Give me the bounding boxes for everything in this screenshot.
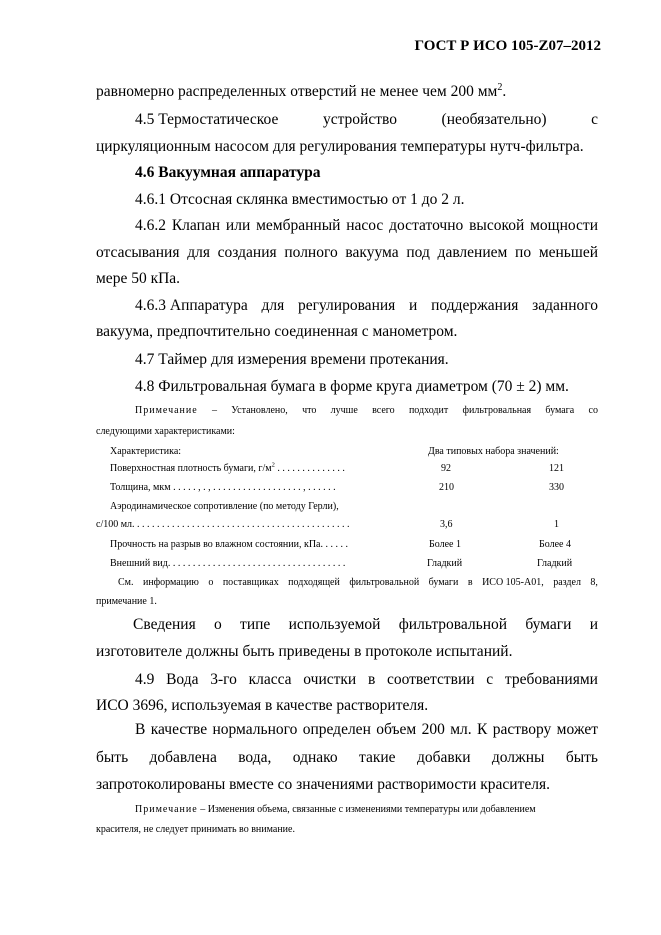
clause-4-7: 4.7 Таймер для измерения времени протекания. xyxy=(135,351,449,368)
table-cell: 121 xyxy=(549,463,564,474)
table-header-characteristic: Характеристика: xyxy=(110,446,182,457)
info-paragraph-line2: изготовителе должны быть приведены в протоколе испытаний. xyxy=(96,643,513,660)
table-row-label: Внешний вид. . . . . . . . . . . . . . . . . . . . . . . . . . . . . . . . . . . . xyxy=(110,558,346,569)
clause-4-6-2-line2: отсасывания для создания полного вакуума под давлением по меньшей xyxy=(96,244,598,261)
clause-4-5-line2: циркуляционным насосом для регулирования температуры нутч-фильтра. xyxy=(96,138,584,155)
table-row-label: Поверхностная плотность бумаги, $г/м^2$ . . . . . . . . . . . . . . xyxy=(110,461,345,474)
table-cell: 330 xyxy=(549,482,564,493)
clause-4-6-2-line3: мере 50 кПа. xyxy=(96,270,181,287)
clause-4-8: 4.8 Фильтровальная бумага в форме круга диаметром (70 ± 2) мм. xyxy=(135,378,569,395)
clause-4-6-2-line1: 4.6.2 Клапан или мембранный насос достаточно высокой мощности xyxy=(135,217,598,234)
table-cell: 3,6 xyxy=(440,519,453,530)
table-header-values: Два типовых набора значений: xyxy=(428,446,559,457)
see-reference-line1: См. информацию о поставщиках подходящей фильтровальной бумаги в ИСО 105-А01, раздел 8, xyxy=(118,577,598,588)
volume-paragraph-line3: запротоколированы вместе со значениями растворимости красителя. xyxy=(96,776,550,793)
volume-paragraph-line2: быть добавлена вода, однако такие добавки должны быть xyxy=(96,749,598,766)
note-1-line2: следующими характеристиками: xyxy=(96,426,235,437)
table-cell: 1 xyxy=(554,519,559,530)
volume-paragraph-line1: В качестве нормального определен объем 200 мл. К раствору может xyxy=(135,721,598,738)
table-row-label: Толщина, мкм . . . . . , . , . . . . . . . . . . . . . . . . . . , . . . . . . xyxy=(110,482,336,493)
table-cell: 92 xyxy=(441,463,451,474)
note-1-line1: Примечание – Установлено, что лучше всего подходит фильтровальная бумага со xyxy=(135,405,598,416)
clause-4-5-line1: 4.5 Термостатическое устройство (необязательно) с xyxy=(135,111,598,128)
note-2-line2: красителя, не следует принимать во внимание. xyxy=(96,824,295,835)
see-reference-line2: примечание 1. xyxy=(96,596,157,607)
table-cell: 210 xyxy=(439,482,454,493)
text-line: равномерно распределенных отверстий не менее чем 200 $мм^2$. xyxy=(96,81,507,100)
clause-4-6-3-line1: 4.6.3 Аппаратура для регулирования и поддержания заданного xyxy=(135,297,598,314)
clause-4-9-line1: 4.9 Вода 3-го класса очистки в соответствии с требованиями xyxy=(135,671,598,688)
table-row-label: с/100 мл. . . . . . . . . . . . . . . . . . . . . . . . . . . . . . . . . . . . . . . . . . . . xyxy=(96,519,350,530)
table-cell: Гладкий xyxy=(537,558,573,569)
table-row-label: Прочность на разрыв во влажном состоянии, кПа. . . . . . xyxy=(110,539,348,550)
table-row-label: Аэродинамическое сопротивление (по методу Герли), xyxy=(110,501,339,512)
table-cell: Гладкий xyxy=(427,558,463,569)
section-heading-4-6: 4.6 Вакуумная аппаратура xyxy=(135,164,321,181)
clause-4-9-line2: ИСО 3696, используемая в качестве растворителя. xyxy=(96,697,429,714)
table-cell: Более 4 xyxy=(539,539,571,550)
table-cell: Более 1 xyxy=(429,539,461,550)
document-header: ГОСТ Р ИСО 105-Z07–2012 xyxy=(414,38,601,54)
clause-4-6-1: 4.6.1 Отсосная склянка вместимостью от 1 до 2 л. xyxy=(135,191,465,208)
info-paragraph-line1: Сведения о типе используемой фильтровальной бумаги и xyxy=(133,616,598,633)
clause-4-6-3-line2: вакуума, предпочтительно соединенная с манометром. xyxy=(96,323,458,340)
note-2-line1: Примечание – Изменения объема, связанные с изменениями температуры или добавлением xyxy=(135,804,536,815)
